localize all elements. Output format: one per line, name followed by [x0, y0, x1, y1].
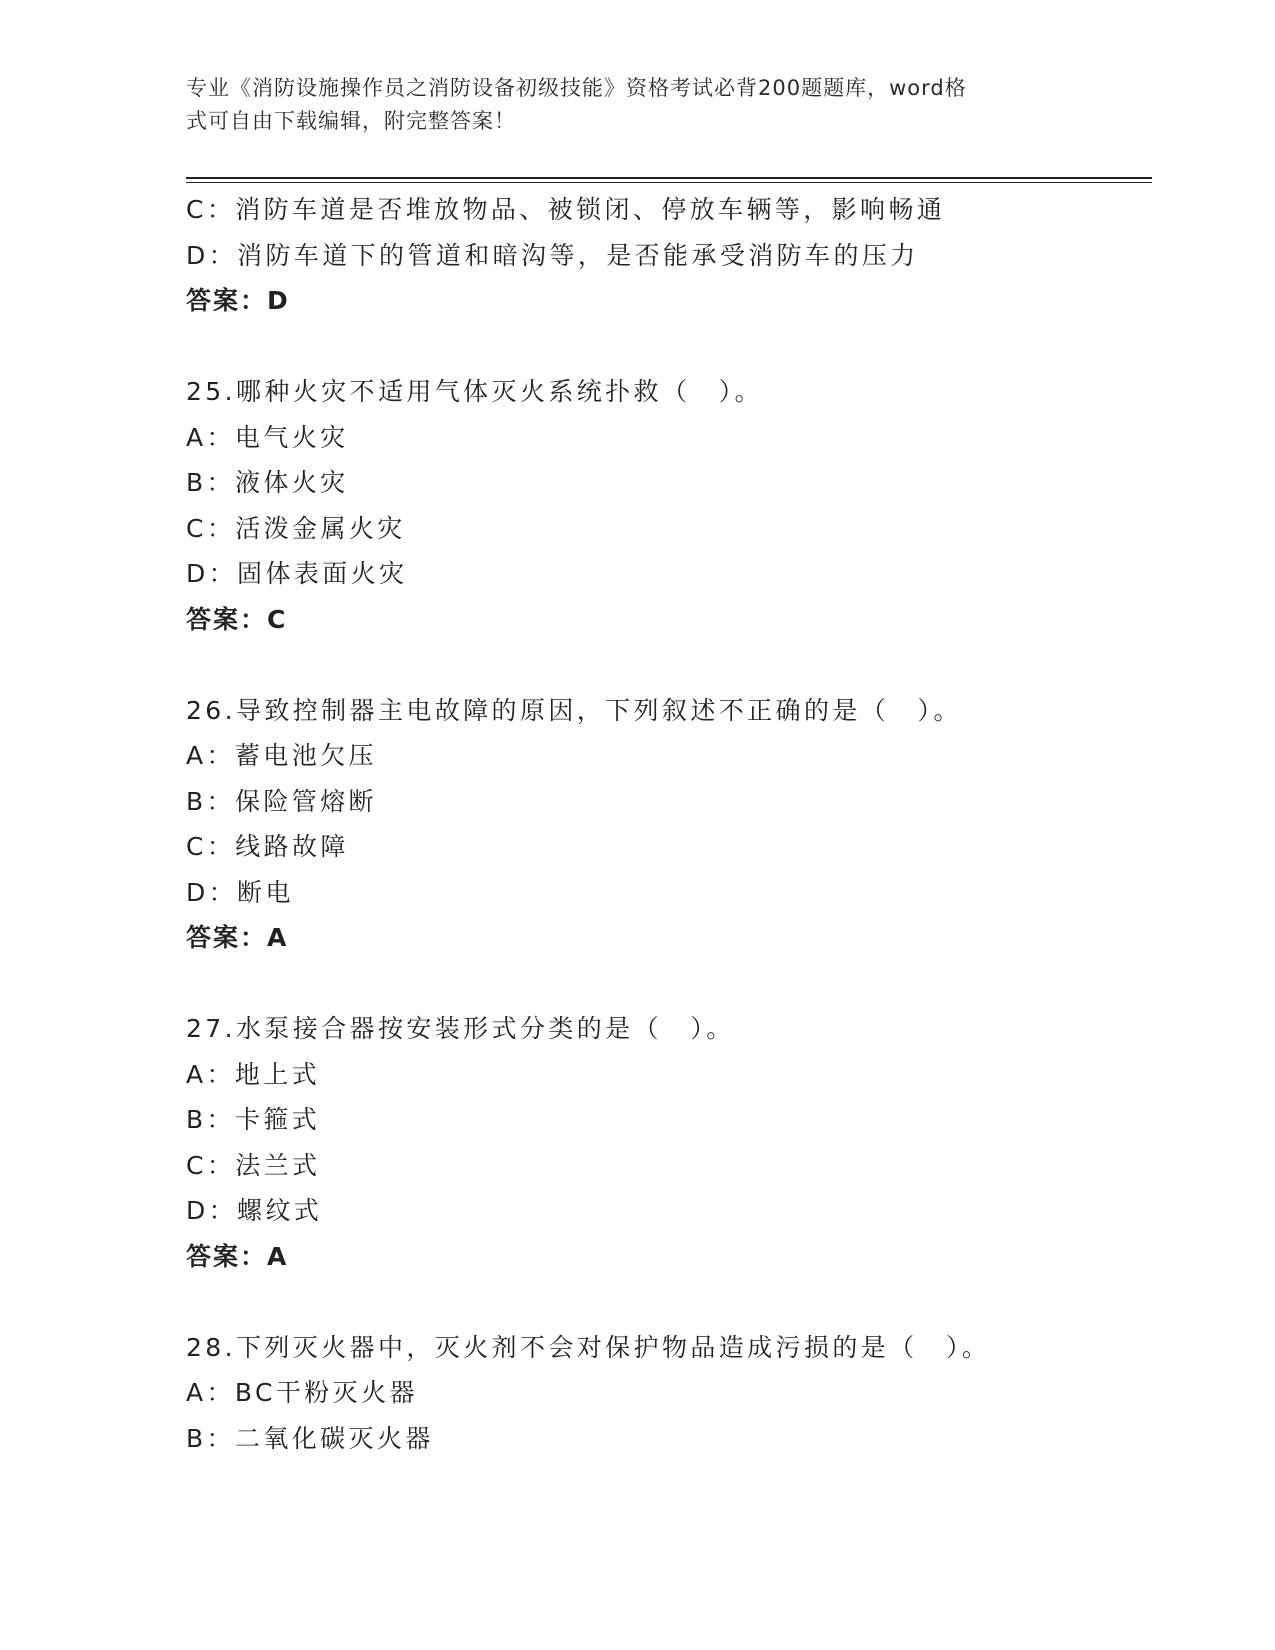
option-b: B：卡箍式: [186, 1105, 321, 1134]
option-a: A：BC干粉灭火器: [186, 1378, 418, 1407]
question-stem: 25.哪种火灾不适用气体灭火系统扑救（ ）。: [186, 377, 764, 406]
option-b: B：保险管熔断: [186, 786, 377, 816]
header-divider-thick: [186, 177, 1152, 179]
option-a: A：蓄电池欠压: [186, 741, 377, 770]
answer-line: 答案：A: [186, 1241, 289, 1271]
question-26: [186, 688, 1152, 961]
answer-line: 答案：C: [186, 604, 288, 634]
option-b: B：液体火灾: [186, 468, 349, 497]
question-spacer: [186, 1279, 1152, 1325]
answer-line: 答案：A: [186, 923, 289, 952]
option-c: C：线路故障: [186, 832, 349, 861]
option-d: D：螺纹式: [186, 1196, 323, 1225]
option-b: B：二氧化碳灭火器: [186, 1423, 434, 1453]
option-d: D：断电: [186, 877, 294, 907]
question-24-continuation: [186, 187, 1152, 324]
option-c: C：法兰式: [186, 1150, 321, 1180]
question-spacer: [186, 642, 1152, 688]
header-line-2: 式可自由下载编辑，附完整答案！: [186, 109, 516, 133]
header-divider-thin: [186, 182, 1152, 183]
question-spacer: [186, 324, 1152, 370]
header-line-1: 专业《消防设施操作员之消防设备初级技能》资格考试必背200题题库，word格: [186, 76, 967, 100]
question-25: [186, 369, 1152, 642]
question-stem: 28.下列灭火器中，灭火剂不会对保护物品造成污损的是（ ）。: [186, 1332, 991, 1362]
option-d: D：固体表面火灾: [186, 559, 408, 588]
option-c: C：活泼金属火灾: [186, 513, 406, 543]
answer-line: 答案：D: [186, 286, 290, 315]
question-28: [186, 1325, 1152, 1462]
option-c: C：消防车道是否堆放物品、被锁闭、停放车辆等，影响畅通: [186, 195, 946, 224]
option-a: A：电气火灾: [186, 422, 349, 452]
option-a: A：地上式: [186, 1059, 321, 1089]
question-stem: 27.水泵接合器按安装形式分类的是（ ）。: [186, 1014, 735, 1043]
question-27: [186, 1006, 1152, 1279]
question-stem: 26.导致控制器主电故障的原因，下列叙述不正确的是（ ）。: [186, 695, 962, 725]
document-header: [186, 72, 1066, 138]
option-d: D：消防车道下的管道和暗沟等，是否能承受消防车的压力: [186, 240, 919, 270]
question-spacer: [186, 961, 1152, 1007]
question-list: [186, 187, 1152, 1461]
